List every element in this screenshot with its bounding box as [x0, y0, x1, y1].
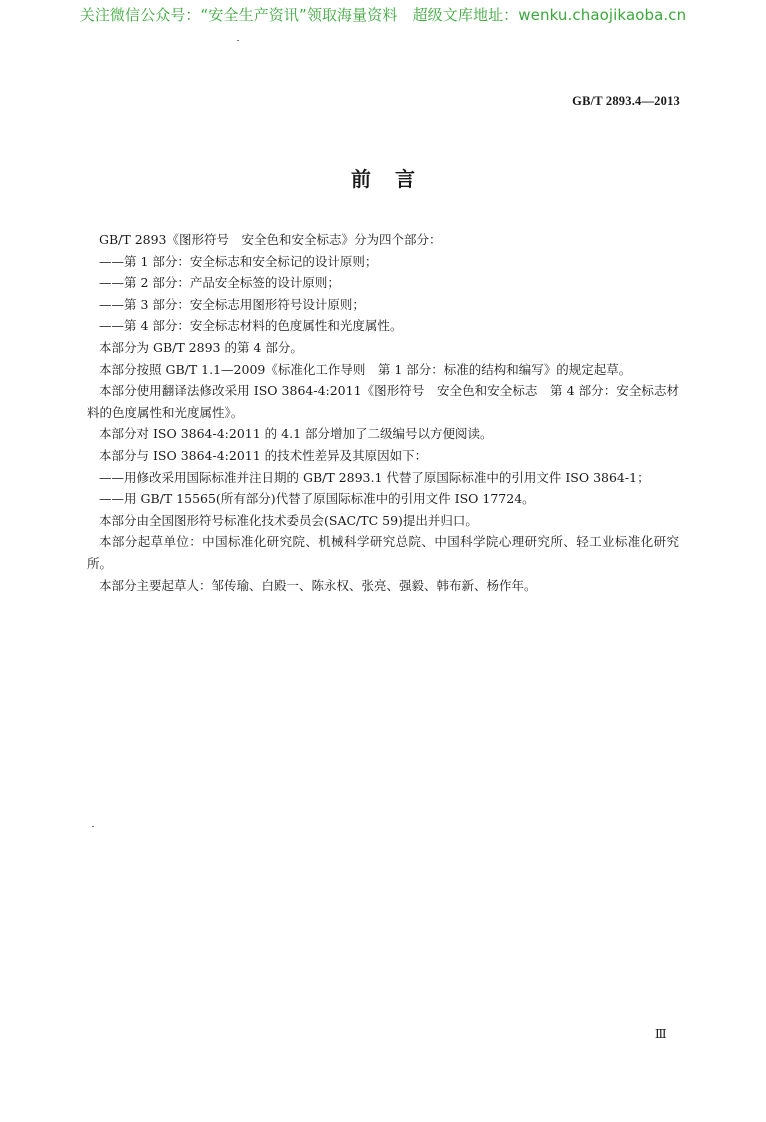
- page-number: Ⅲ: [655, 1027, 667, 1041]
- list-item: ——第 2 部分：产品安全标签的设计原则；: [99, 275, 340, 291]
- list-item: ——第 1 部分：安全标志和安全标记的设计原则；: [99, 253, 378, 269]
- paragraph: 本部分与 ISO 3864-4:2011 的技术性差异及其原因如下：: [99, 447, 428, 463]
- foreword-body: [87, 229, 679, 596]
- paragraph: 本部分主要起草人：邹传瑜、白殿一、陈永权、张亮、强毅、韩布新、杨作年。: [99, 577, 537, 593]
- scan-speck: [92, 826, 94, 827]
- scan-speck: [237, 40, 239, 41]
- paragraph: 本部分按照 GB/T 1.1—2009《标准化工作导则 第 1 部分：标准的结构和编写》的规定起草。: [99, 361, 632, 377]
- paragraph: 本部分由全国图形符号标准化技术委员会(SAC/TC 59)提出并归口。: [99, 512, 478, 528]
- promo-banner: 关注微信公众号：“安全生产资讯”领取海量资料 超级文库地址：wenku.chaojikaoba.cn: [79, 6, 687, 24]
- paragraph: 本部分为 GB/T 2893 的第 4 部分。: [99, 339, 303, 355]
- list-item: ——第 4 部分：安全标志材料的色度属性和光度属性。: [99, 318, 403, 334]
- paragraph: 本部分对 ISO 3864-4:2011 的 4.1 部分增加了二级编号以方便阅读。: [99, 426, 493, 442]
- list-item: ——用修改采用国际标准并注日期的 GB/T 2893.1 代替了原国际标准中的引用文件 ISO 3864-1；: [99, 469, 650, 485]
- standard-number: GB/T 2893.4—2013: [572, 94, 680, 108]
- page-title: 前言: [351, 167, 439, 191]
- list-item: ——第 3 部分：安全标志用图形符号设计原则；: [99, 296, 365, 312]
- paragraph: GB/T 2893《图形符号 安全色和安全标志》分为四个部分：: [99, 232, 442, 247]
- list-item: ——用 GB/T 15565(所有部分)代替了原国际标准中的引用文件 ISO 17724。: [99, 491, 535, 507]
- paragraph: 本部分起草单位：中国标准化研究院、机械科学研究总院、中国科学院心理研究所、轻工业标准化研究所。: [87, 534, 679, 571]
- paragraph: 本部分使用翻译法修改采用 ISO 3864-4:2011《图形符号 安全色和安全标志 第 4 部分：安全标志材料的色度属性和光度属性》。: [87, 383, 679, 420]
